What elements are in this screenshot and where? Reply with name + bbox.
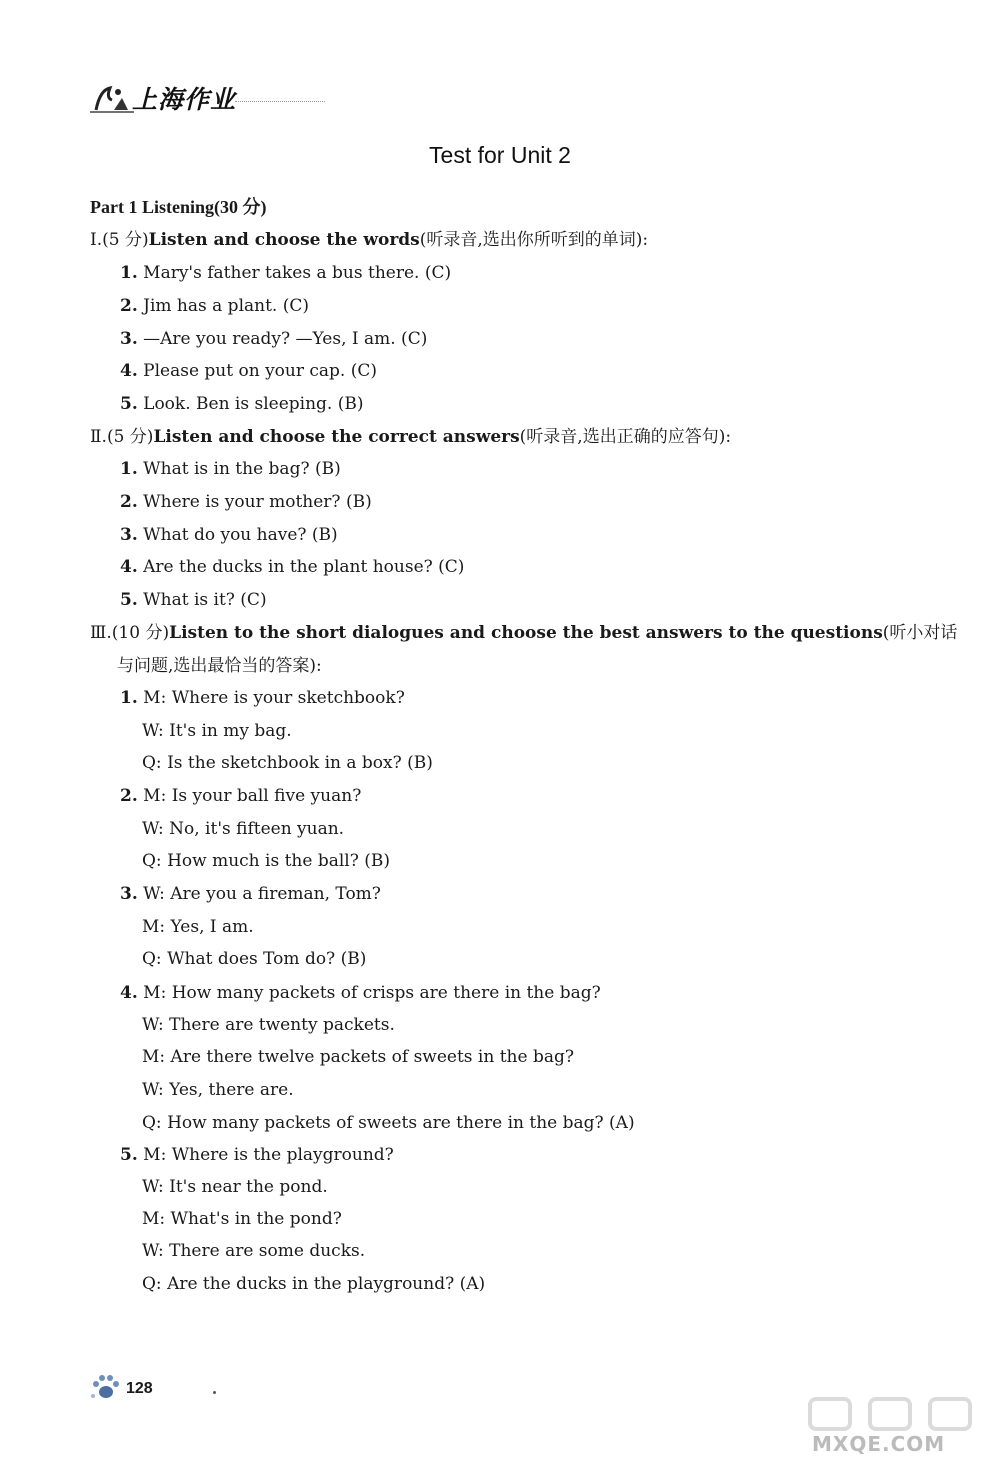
page-title: Test for Unit 2 (429, 142, 571, 168)
list-item: 4. Please put on your cap. (C) (120, 361, 378, 381)
section-label: Ⅱ.(5 分) (90, 427, 154, 447)
dialogue-line: W: There are twenty packets. (142, 1015, 395, 1035)
list-item: 5. What is it? (C) (120, 590, 267, 610)
section-instruction-cn-cont: 与问题,选出最恰当的答案): (117, 656, 322, 676)
section-instruction-cn: (听录音,选出正确的应答句): (519, 427, 732, 447)
list-item: 3. What do you have? (B) (120, 525, 338, 545)
dialogue-line: 3. W: Are you a fireman, Tom? (120, 884, 381, 904)
dialogue-line: 4. M: How many packets of crisps are there in the bag? (120, 983, 601, 1003)
part-heading: Part 1 Listening(30 分) (90, 197, 267, 217)
dialogue-line: M: Yes, I am. (142, 917, 254, 937)
dialogue-line: W: No, it's fifteen yuan. (142, 819, 345, 839)
dialogue-line: Q: Is the sketchbook in a box? (B) (142, 753, 433, 773)
dialogue-line: M: What's in the pond? (142, 1209, 342, 1229)
section-instruction: Listen and choose the correct answers (153, 427, 520, 447)
section-instruction-cn: (听小对话 (882, 623, 958, 643)
dialogue-line: M: Are there twelve packets of sweets in the bag? (142, 1047, 574, 1067)
list-item: 1. What is in the bag? (B) (120, 459, 341, 479)
dialogue-line: W: There are some ducks. (142, 1241, 366, 1261)
dialogue-line: 5. M: Where is the playground? (120, 1145, 394, 1165)
section-instruction: Listen and choose the words (148, 230, 420, 250)
dialogue-line: W: It's in my bag. (142, 721, 292, 741)
figure-logo-icon (88, 80, 136, 116)
section-3-heading (90, 622, 957, 644)
dialogue-line: Q: How many packets of sweets are there in the bag? (A) (142, 1113, 635, 1133)
list-item: 4. Are the ducks in the plant house? (C) (120, 557, 465, 577)
list-item: 5. Look. Ben is sleeping. (B) (120, 394, 364, 414)
list-item: 2. Jim has a plant. (C) (120, 296, 309, 316)
dialogue-line: Q: What does Tom do? (B) (142, 949, 367, 969)
list-item: 1. Mary's father takes a bus there. (C) (120, 263, 452, 283)
logo-text: 上海作业 (132, 85, 237, 114)
page-number: 128 (126, 1380, 153, 1397)
list-item: 2. Where is your mother? (B) (120, 492, 372, 512)
paw-print-icon (88, 1372, 124, 1402)
dialogue-line: W: It's near the pond. (142, 1177, 328, 1197)
section-instruction: Listen to the short dialogues and choose the best answers to the questions (169, 623, 883, 643)
dialogue-line: Q: How much is the ball? (B) (142, 851, 391, 871)
header-logo (88, 78, 236, 118)
scan-dot (213, 1391, 216, 1394)
header-divider (235, 101, 325, 103)
section-2-heading (90, 426, 731, 448)
watermark-text: MXQE.COM (812, 1432, 946, 1456)
section-1-heading (90, 229, 648, 251)
list-item: 3. —Are you ready? —Yes, I am. (C) (120, 329, 428, 349)
dialogue-line: W: Yes, there are. (142, 1080, 294, 1100)
section-label: Ⅲ.(10 分) (90, 623, 170, 643)
dialogue-line: 2. M: Is your ball five yuan? (120, 786, 362, 806)
dialogue-line: 1. M: Where is your sketchbook? (120, 688, 405, 708)
dialogue-line: Q: Are the ducks in the playground? (A) (142, 1274, 486, 1294)
section-label: Ⅰ.(5 分) (90, 230, 149, 250)
section-instruction-cn: (听录音,选出你所听到的单词): (419, 230, 649, 250)
